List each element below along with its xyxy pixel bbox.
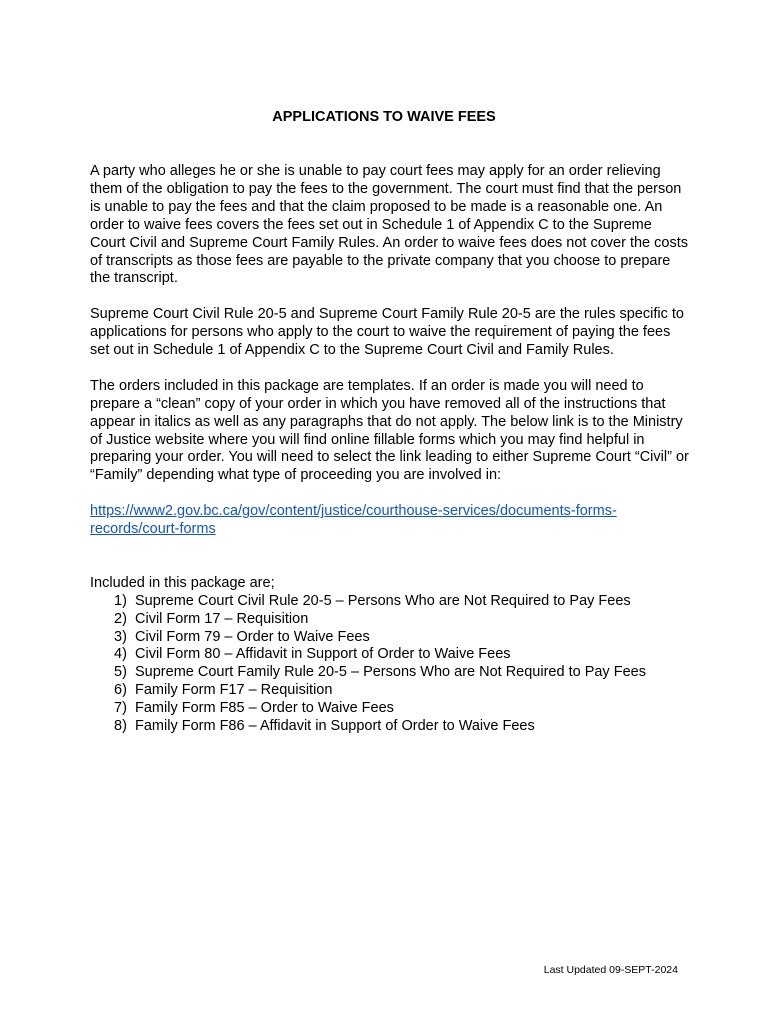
- list-item: [114, 718, 690, 736]
- list-item-text: Civil Form 80 – Affidavit in Support of Order to Waive Fees: [135, 646, 511, 663]
- list-item-number: 8): [114, 718, 127, 735]
- package-contents-list: [90, 593, 690, 736]
- list-item-number: 4): [114, 646, 127, 663]
- list-item-number: 7): [114, 700, 127, 717]
- list-item-text: Family Form F85 – Order to Waive Fees: [135, 700, 394, 717]
- list-item-number: 5): [114, 664, 127, 681]
- list-item: [114, 682, 690, 700]
- list-intro: Included in this package are;: [90, 574, 275, 591]
- list-item-text: Family Form F17 – Requisition: [135, 682, 333, 699]
- paragraph-rules: Supreme Court Civil Rule 20-5 and Supreme Court Family Rule 20-5 are the rules specific to applications for persons who apply to the court to waive the requirement of paying the fees set out in Schedule 1 of Appendix C to the Supreme Court Civil and Family Rules.: [90, 306, 684, 359]
- document-body: [90, 163, 690, 736]
- list-item-number: 2): [114, 610, 127, 627]
- document-title: APPLICATIONS TO WAIVE FEES: [272, 109, 496, 125]
- list-item: [114, 700, 690, 718]
- list-item-number: 3): [114, 628, 127, 645]
- list-item-text: Civil Form 17 – Requisition: [135, 610, 309, 627]
- last-updated-footer: Last Updated 09-SEPT-2024: [543, 964, 678, 976]
- paragraph-templates: The orders included in this package are templates. If an order is made you will need to prepare a “clean” copy of your order in which you have removed all of the instructions that appear in italics as well as any paragraphs that do not apply. The below link is to the Ministry of Justice website where you will find online fillable forms which you may find helpful in preparing your order. You will need to select the link leading to either Supreme Court “Civil” or “Family” depending what type of proceeding you are involved in:: [90, 377, 689, 484]
- court-forms-link[interactable]: https://www2.gov.bc.ca/gov/content/justice/courthouse-services/documents-forms-records/court-forms: [90, 503, 617, 538]
- list-item: [114, 664, 690, 682]
- list-item: [114, 611, 690, 629]
- link-paragraph: [90, 503, 690, 539]
- list-item-text: Family Form F86 – Affidavit in Support of Order to Waive Fees: [135, 718, 535, 735]
- list-item-text: Supreme Court Civil Rule 20-5 – Persons Who are Not Required to Pay Fees: [135, 592, 631, 609]
- list-item-text: Supreme Court Family Rule 20-5 – Persons Who are Not Required to Pay Fees: [135, 664, 646, 681]
- list-item: [114, 593, 690, 611]
- list-item: [114, 646, 690, 664]
- paragraph-intro: A party who alleges he or she is unable to pay court fees may apply for an order relieving them of the obligation to pay the fees to the government. The court must find that the person is unable to pay the fees and that the claim proposed to be made is a reasonable one. An order to waive fees covers the fees set out in Schedule 1 of Appendix C to the Supreme Court Civil and Supreme Court Family Rules. An order to waive fees does not cover the costs of transcripts as those fees are payable to the private company that you choose to prepare the transcript.: [90, 163, 688, 287]
- list-item-number: 1): [114, 592, 127, 609]
- list-item: [114, 629, 690, 647]
- list-item-text: Civil Form 79 – Order to Waive Fees: [135, 628, 370, 645]
- list-item-number: 6): [114, 682, 127, 699]
